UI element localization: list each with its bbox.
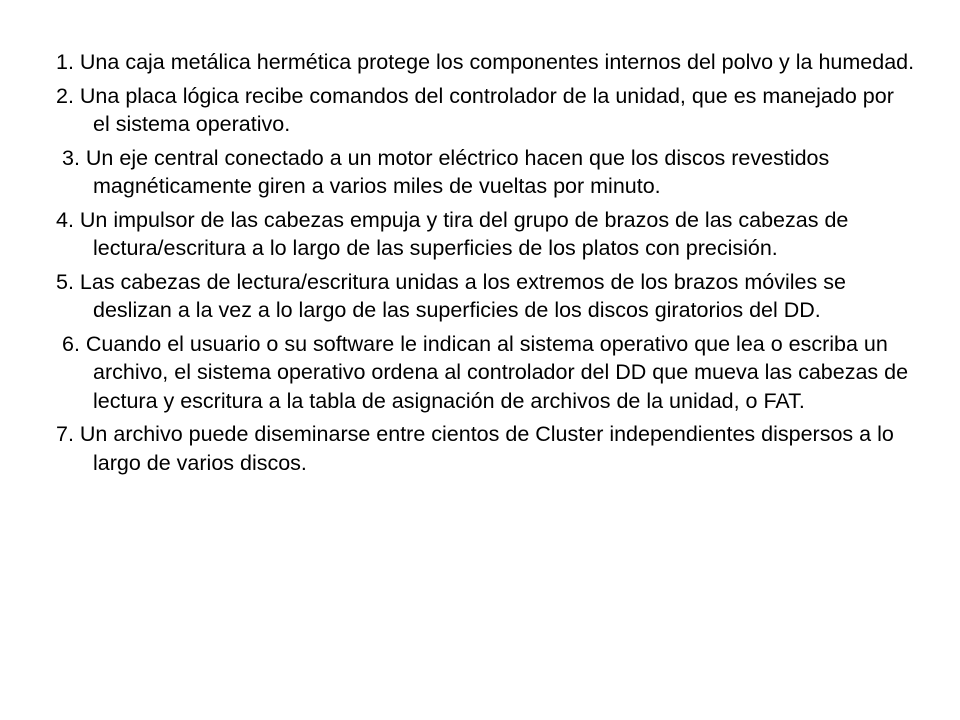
list-item-7: 7. Un archivo puede diseminarse entre cientos de Cluster independientes dispersos a lo largo de varios discos. [56,422,894,475]
list-item-3: 3. Un eje central conectado a un motor eléctrico hacen que los discos revestidos magnéticamente giren a varios miles de vueltas por minuto. [62,145,830,198]
slide-body [56,48,916,482]
list-item-1: 1. Una caja metálica hermética protege los componentes internos del polvo y la humedad. [56,50,915,74]
list-item-6: 6. Cuando el usuario o su software le indican al sistema operativo que lea o escriba un archivo, el sistema operativo ordena al controlador del DD que mueva las cabezas de lectura y escritura a la tabla de asignación de archivos de la unidad, o FAT. [62,331,909,413]
list-item-2: 2. Una placa lógica recibe comandos del controlador de la unidad, que es manejado por el sistema operativo. [56,83,894,136]
list-item-4: 4. Un impulsor de las cabezas empuja y tira del grupo de brazos de las cabezas de lectura/escritura a lo largo de las superficies de los platos con precisión. [56,207,849,260]
list-item-5: 5. Las cabezas de lectura/escritura unidas a los extremos de los brazos móviles se deslizan a la vez a lo largo de las superficies de los discos giratorios del DD. [56,269,846,322]
